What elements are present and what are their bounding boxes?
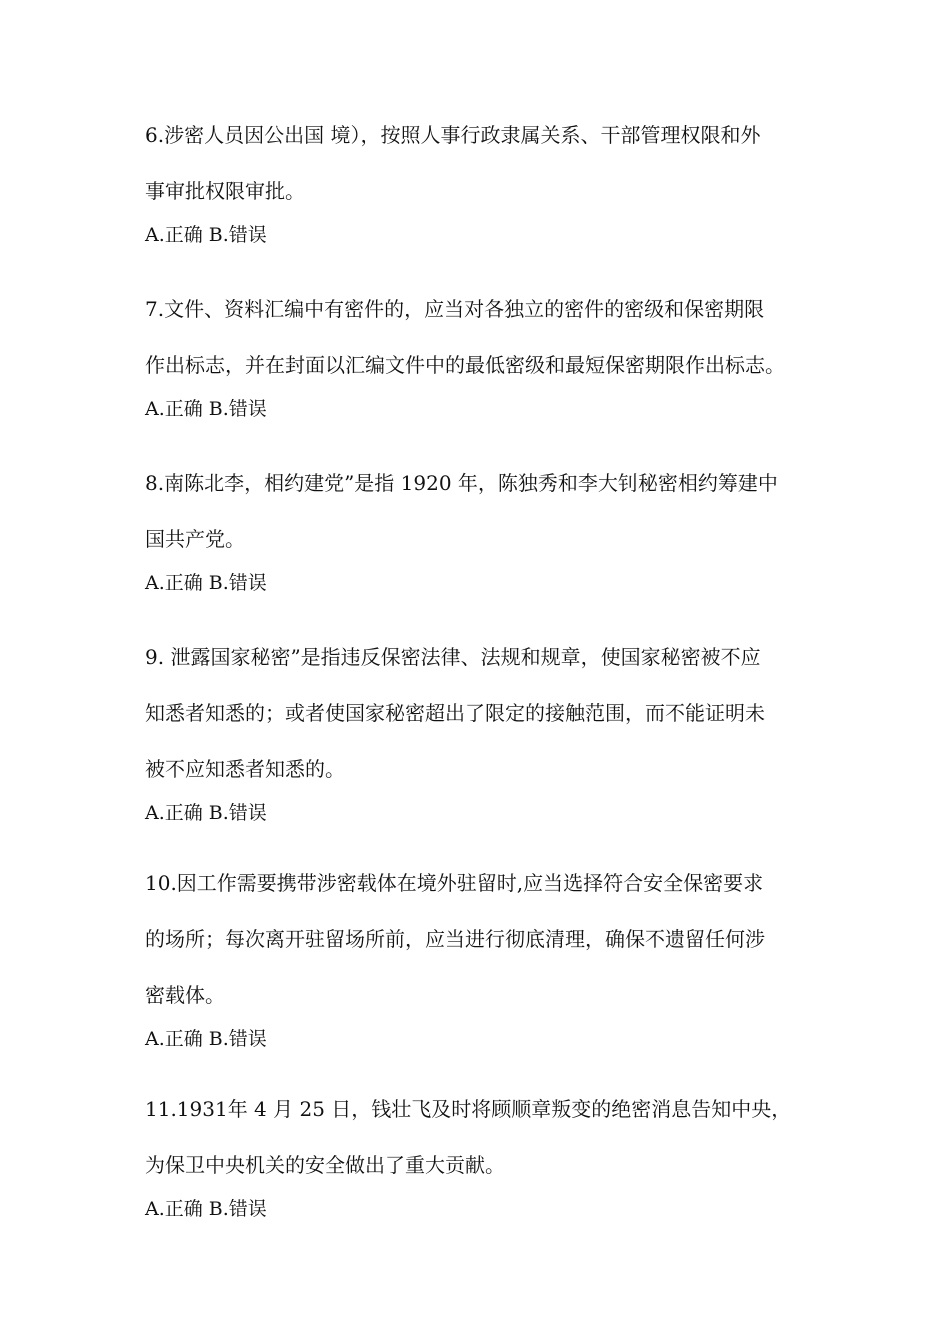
question-text-line: 被不应知悉者知悉的。 bbox=[145, 757, 345, 781]
answer-options: A.正确 B.错误 bbox=[145, 1198, 267, 1220]
question-text-line: 8.南陈北李，相约建党”是指 1920 年，陈独秀和李大钊秘密相约筹建中 bbox=[145, 471, 778, 495]
answer-options: A.正确 B.错误 bbox=[145, 802, 267, 824]
question-text-line: 作出标志，并在封面以汇编文件中的最低密级和最短保密期限作出标志。 bbox=[145, 353, 785, 377]
answer-options: A.正确 B.错误 bbox=[145, 224, 267, 246]
question-text-line: 密载体。 bbox=[145, 983, 225, 1007]
question-text-line: 的场所；每次离开驻留场所前，应当进行彻底清理，确保不遗留任何涉 bbox=[145, 927, 765, 951]
question-7 bbox=[145, 281, 825, 429]
question-text-line: 知悉者知悉的；或者使国家秘密超出了限定的接触范围，而不能证明未 bbox=[145, 701, 765, 725]
question-6 bbox=[145, 107, 825, 255]
question-10 bbox=[145, 855, 825, 1059]
question-9 bbox=[145, 629, 825, 833]
question-text-line: 为保卫中央机关的安全做出了重大贡献。 bbox=[145, 1153, 505, 1177]
question-11 bbox=[145, 1081, 825, 1229]
question-text-line: 7.文件、资料汇编中有密件的，应当对各独立的密件的密级和保密期限 bbox=[145, 297, 765, 321]
question-text-line: 11.1931年 4 月 25 日，钱壮飞及时将顾顺章叛变的绝密消息告知中央， bbox=[145, 1097, 792, 1121]
question-text-line: 事审批权限审批。 bbox=[145, 179, 305, 203]
question-text-line: 6.涉密人员因公出国 境），按照人事行政隶属关系、干部管理权限和外 bbox=[145, 123, 761, 147]
question-text-line: 9. 泄露国家秘密”是指违反保密法律、法规和规章，使国家秘密被不应 bbox=[145, 645, 761, 669]
answer-options: A.正确 B.错误 bbox=[145, 398, 267, 420]
answer-options: A.正确 B.错误 bbox=[145, 572, 267, 594]
answer-options: A.正确 B.错误 bbox=[145, 1028, 267, 1050]
question-8 bbox=[145, 455, 825, 603]
question-text-line: 10.因工作需要携带涉密载体在境外驻留时,应当选择符合安全保密要求 bbox=[145, 871, 764, 895]
question-text-line: 国共产党。 bbox=[145, 527, 245, 551]
